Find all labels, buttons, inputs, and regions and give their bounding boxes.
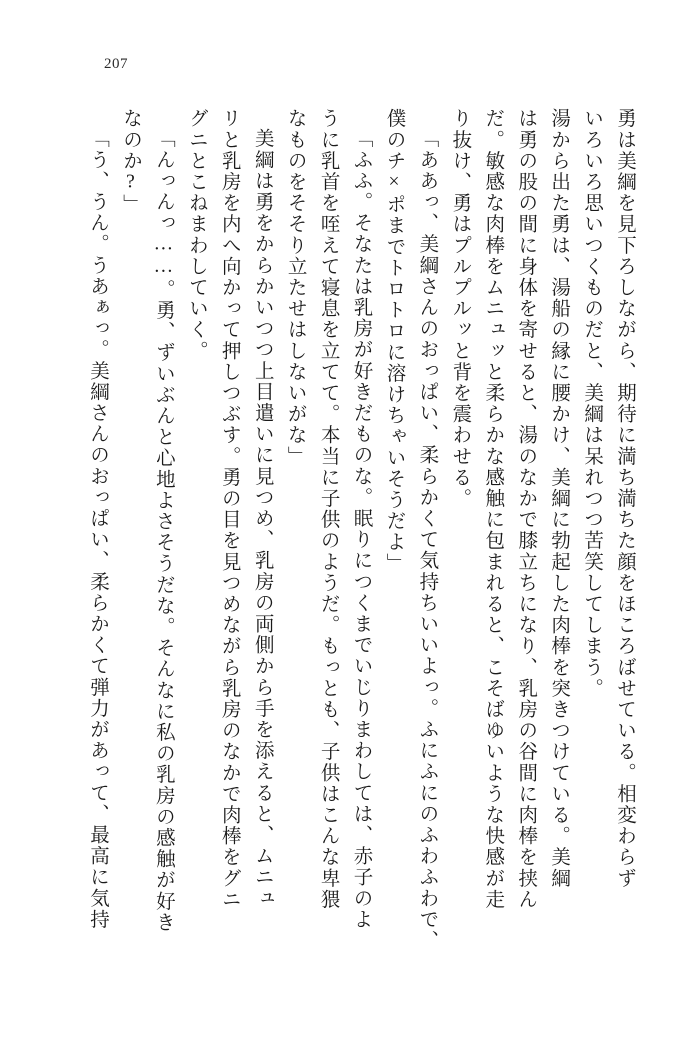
text-line: なものをそそり立たせはしないがな」 [284, 108, 306, 467]
page-number: 207 [104, 56, 128, 72]
text-line: 「ふふ。そなたは乳房が好きだものな。眠りにつくまでいじりまわしては、赤子のよ [350, 128, 372, 930]
text-line: 「ああっ、美綱さんのおっぱい、柔らかくて気持ちいいよっ。ふにふにのふわふわで、 [416, 128, 438, 951]
text-line: 僕のチ×ポまでトロトロに溶けちゃいそうだよ」 [383, 108, 405, 574]
text-line: り抜け、勇はプルプルッと背を震わせる。 [449, 108, 471, 509]
vertical-text-body [78, 108, 638, 988]
text-line: 「んっんっ……。勇、ずいぶんと心地よさそうだな。そんなに私の乳房の感触が好き [152, 128, 174, 933]
text-line: 勇は美綱を見下ろしながら、期待に満ち満ちた顔をほころばせている。相変わらず [614, 108, 635, 889]
text-line: 「う、うん。うあぁっ。美綱さんのおっぱい、柔らかくて弾力があって、最高に気持 [87, 128, 108, 930]
text-line: いろいろ思いつくものだと、美綱は呆れつつ苦笑してしまう。 [581, 108, 603, 699]
text-line: グニとこねまわしていく。 [185, 108, 207, 362]
text-line: は勇の股の間に身体を寄せると、湯のなかで膝立ちになり、乳房の谷間に肉棒を挟ん [515, 108, 537, 910]
text-line: 湯から出た勇は、湯船の縁に腰かけ、美綱に勃起した肉棒を突きつけている。美綱 [548, 108, 570, 889]
text-line: 美綱は勇をからかいつつ上目遣いに見つめ、乳房の両側から手を添えると、ムニュ [251, 128, 273, 909]
text-line: なのか?」 [119, 108, 141, 215]
text-line: リと乳房を内へ向かって押しつぶす。勇の目を見つめながら乳房のなかで肉棒をグニ [218, 108, 240, 910]
text-line: うに乳首を咥えて寝息を立てて。本当に子供のようだ。もっとも、子供はこんな卑猥 [317, 108, 339, 910]
text-line: だ。敏感な肉棒をムニュッと柔らかな感触に包まれると、こそばゆいような快感が走 [482, 108, 504, 910]
